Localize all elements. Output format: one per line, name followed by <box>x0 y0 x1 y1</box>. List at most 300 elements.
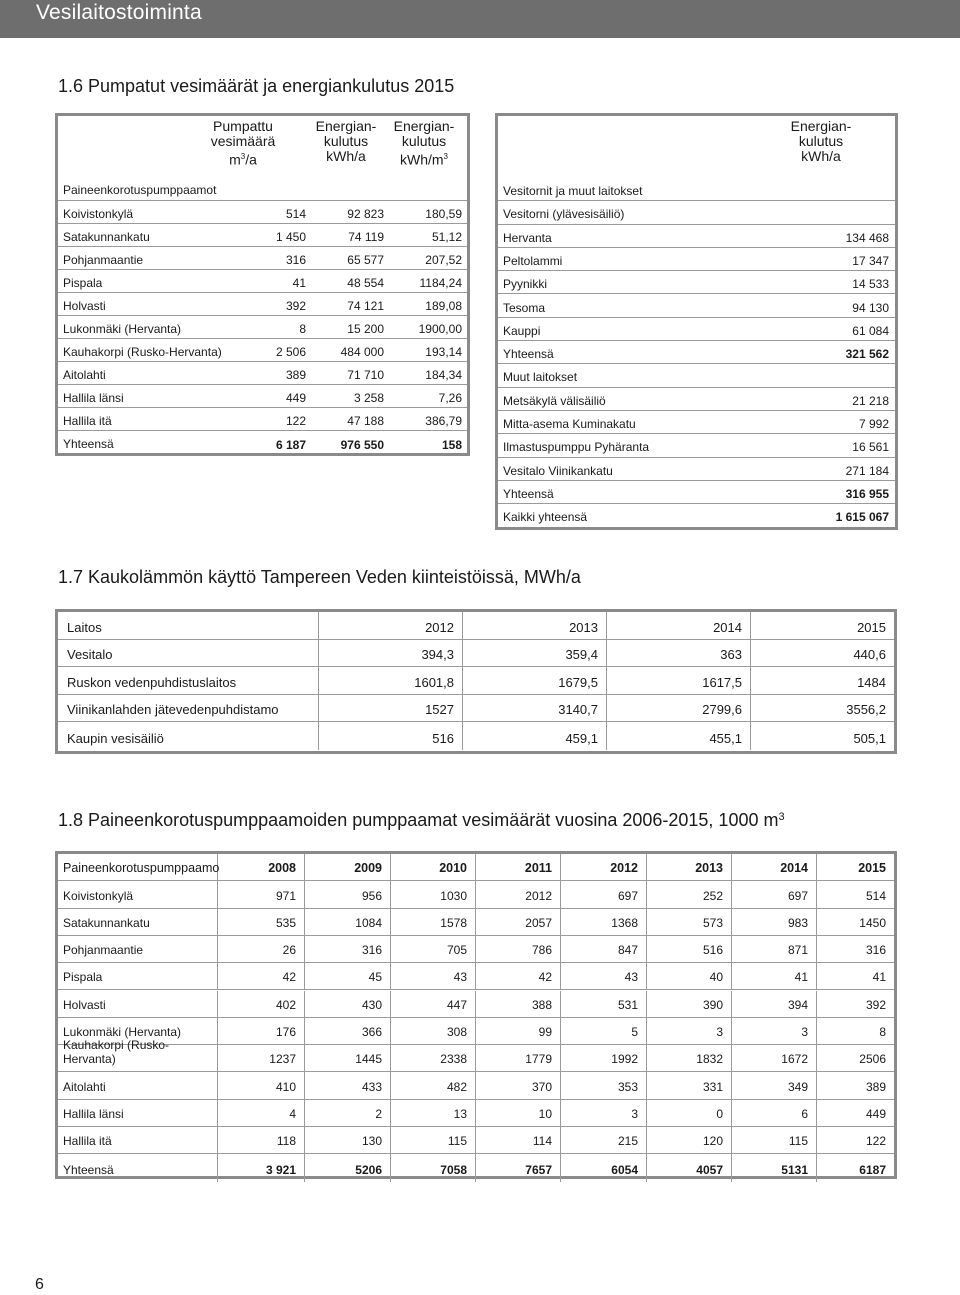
value-cell <box>476 963 561 989</box>
column-header-line: kulutus <box>401 133 447 149</box>
table-row-label: Ilmastuspumppu Pyhäranta <box>503 440 650 455</box>
cell-value: 394 <box>787 997 808 1012</box>
value-cell <box>319 722 463 750</box>
station-name: Hallila länsi <box>63 391 124 405</box>
cell-value: 449 <box>865 1106 886 1121</box>
cell-value: 7058 <box>440 1162 467 1177</box>
cell-value: 71 710 <box>347 368 384 382</box>
cell-value: 390 <box>702 997 723 1012</box>
column-header-line: kulutus <box>323 133 369 149</box>
section-1-6-title: 1.6 Pumpatut vesimäärät ja energiankulutus 2015 <box>58 76 455 96</box>
cell-value: 449 <box>285 391 306 405</box>
value-cell <box>305 963 391 989</box>
cell-value: 447 <box>446 997 467 1012</box>
value-cell <box>561 881 647 907</box>
grand-total-row <box>498 504 895 527</box>
station-name: Aitolahti <box>63 1079 106 1094</box>
value-cell <box>607 722 751 750</box>
cell-value: 1450 <box>859 915 886 930</box>
value-cell <box>218 991 305 1017</box>
header-title: Vesilaitostoiminta <box>36 1 202 24</box>
cell-value: 2010 <box>439 861 467 876</box>
cell-value: 392 <box>865 997 886 1012</box>
station-name: Pohjanmaantie <box>63 253 144 267</box>
value-cell <box>476 1127 561 1153</box>
cell-value: 10 <box>538 1106 552 1121</box>
value-cell <box>218 881 305 907</box>
cell-value: 1527 <box>425 702 454 718</box>
total-row <box>58 431 467 454</box>
total-value: 6 187 <box>275 438 306 452</box>
section-1-8-title <box>58 810 785 831</box>
cell-value: 130 <box>361 1134 382 1149</box>
station-name: Pohjanmaantie <box>63 943 144 958</box>
value-cell <box>751 722 894 750</box>
station-name: Pispala <box>63 970 103 985</box>
cell-value: 459,1 <box>565 730 598 746</box>
value-cell <box>305 1018 391 1044</box>
value-cell <box>391 1127 476 1153</box>
column-header-3 <box>379 119 469 168</box>
table-row-label: Kauppi <box>503 323 541 338</box>
value-cell <box>218 1045 305 1071</box>
cell-value: 13 <box>453 1106 467 1121</box>
cell-value: 316 <box>865 943 886 958</box>
column-header-line: kWh/$m^3$ <box>399 151 448 168</box>
cell-value: 2 <box>375 1106 382 1121</box>
value-cell <box>817 1018 894 1044</box>
table-row <box>498 271 895 294</box>
pumping-stations-yearly-table <box>55 851 897 1179</box>
station-name: Kauhakorpi (Rusko-Hervanta) <box>63 345 222 359</box>
cell-value: 189,08 <box>425 299 462 313</box>
cell-value: 215 <box>617 1134 638 1149</box>
value-cell <box>391 1154 476 1181</box>
cell-value: 43 <box>624 970 638 985</box>
value-cell <box>391 1045 476 1071</box>
table-row <box>58 640 894 668</box>
cell-value: 482 <box>446 1079 467 1094</box>
cell-value: 1601,8 <box>414 674 454 690</box>
page-number: 6 <box>35 1276 44 1293</box>
table-row-value: 14 533 <box>852 277 889 292</box>
cell-value: 3140,7 <box>558 702 598 718</box>
table-row-label: Peltolammi <box>503 253 563 268</box>
value-cell <box>817 1127 894 1153</box>
value-cell <box>732 1154 817 1181</box>
station-name: Hallila länsi <box>63 1106 124 1121</box>
cell-value: 359,4 <box>565 647 598 663</box>
table-row-label: Hervanta <box>503 230 552 245</box>
table-row <box>58 936 894 963</box>
cell-value: 252 <box>702 888 723 903</box>
table-row-value: 7 992 <box>858 417 889 431</box>
cell-value: 392 <box>285 299 306 313</box>
value-cell <box>732 854 817 880</box>
section-1-8-title-text: 1.8 Paineenkorotuspumppaamoiden pumppaamat vesimäärät vuosina 2006-2015, 1000 m <box>58 810 779 830</box>
cell-value: 1617,5 <box>702 674 742 690</box>
column-header-energy <box>776 119 866 164</box>
value-cell <box>647 936 732 962</box>
value-cell <box>463 640 607 667</box>
station-name: Lukonmäki (Hervanta) <box>63 1025 182 1040</box>
cell-value: 389 <box>865 1079 886 1094</box>
value-cell <box>463 667 607 694</box>
value-cell <box>732 881 817 907</box>
table-row-value: 94 130 <box>852 300 889 315</box>
station-name: Hallila itä <box>63 1134 112 1149</box>
cell-value: 2015 <box>858 861 886 876</box>
value-cell <box>476 909 561 935</box>
cell-value: 114 <box>532 1134 552 1149</box>
cell-value: 433 <box>361 1079 382 1094</box>
value-cell <box>391 854 476 880</box>
cell-value: 1672 <box>781 1052 808 1067</box>
cell-value: 207,52 <box>425 253 462 267</box>
value-cell <box>218 1154 305 1181</box>
cell-value: 2799,6 <box>702 702 742 718</box>
cell-value: 184,34 <box>425 368 462 382</box>
cell-value: 41 <box>794 970 808 985</box>
value-cell <box>305 909 391 935</box>
table-row-label: Metsäkylä välisäiliö <box>503 393 606 408</box>
value-cell <box>732 963 817 989</box>
cell-value: 349 <box>787 1079 808 1094</box>
cell-value: 353 <box>617 1079 638 1094</box>
value-cell <box>463 722 607 750</box>
pumped-volumes-table <box>55 113 470 456</box>
grand-total-label: Kaikki yhteensä <box>503 510 588 525</box>
value-cell <box>305 854 391 880</box>
column-header-line: vesimäärä <box>210 133 276 149</box>
table-row <box>58 201 467 224</box>
header-row <box>58 854 894 881</box>
cell-value: 455,1 <box>709 730 742 746</box>
cell-value: 3 <box>716 1025 723 1040</box>
cell-value: 514 <box>285 207 306 221</box>
value-cell <box>817 963 894 989</box>
cell-value: 42 <box>538 970 552 985</box>
table-row <box>498 318 895 341</box>
value-cell <box>218 1018 305 1044</box>
cell-value: 2 506 <box>275 345 306 359</box>
cell-value: 516 <box>702 943 723 958</box>
table-row-label: Mitta-asema Kuminakatu <box>503 417 636 431</box>
group-row <box>498 364 895 387</box>
cell-value: 8 <box>879 1025 886 1040</box>
value-cell <box>751 695 894 722</box>
cell-value: 65 577 <box>347 253 384 267</box>
cell-value: 92 823 <box>347 207 384 221</box>
cell-value: 6 <box>801 1106 808 1121</box>
cell-value: 3 <box>801 1025 808 1040</box>
station-name: Aitolahti <box>63 368 106 382</box>
cell-value: 308 <box>446 1025 467 1040</box>
cell-value: 26 <box>282 943 296 958</box>
cell-value: 971 <box>275 888 296 903</box>
value-cell <box>561 1154 647 1181</box>
cell-value: 956 <box>361 888 382 903</box>
station-name: Hallila itä <box>63 414 112 428</box>
cell-value: 115 <box>447 1134 467 1149</box>
cell-value: 42 <box>282 970 296 985</box>
table-row-value: 21 218 <box>852 393 889 408</box>
table-row <box>58 881 894 908</box>
station-name: Satakunnankatu <box>63 915 150 930</box>
subtotal-row-value: 321 562 <box>845 347 889 362</box>
cell-value: 1237 <box>269 1052 296 1067</box>
value-cell <box>607 640 751 667</box>
table-row-label: Vesitalo Viinikankatu <box>503 463 613 478</box>
subtotal-row <box>498 341 895 364</box>
cell-value: 1779 <box>525 1052 552 1067</box>
header-row <box>58 612 894 640</box>
value-cell <box>218 1100 305 1126</box>
value-cell <box>561 1045 647 1071</box>
table-row <box>498 411 895 434</box>
cell-value: 370 <box>531 1079 552 1094</box>
value-cell <box>391 991 476 1017</box>
value-cell <box>391 909 476 935</box>
value-cell <box>817 991 894 1017</box>
cell-value: 786 <box>531 943 552 958</box>
table-row <box>498 295 895 318</box>
superscript: 3 <box>240 152 246 161</box>
cell-value: 4057 <box>696 1162 723 1177</box>
subtotal-row-label: Yhteensä <box>503 486 554 501</box>
table-row-value: 17 347 <box>852 253 889 268</box>
value-cell <box>732 936 817 962</box>
value-cell <box>391 1100 476 1126</box>
value-cell <box>561 1072 647 1098</box>
station-name: Kauhakorpi (Rusko-Hervanta) <box>63 1038 170 1067</box>
value-cell <box>751 667 894 694</box>
value-cell <box>817 881 894 907</box>
cell-value: 1445 <box>355 1052 382 1067</box>
station-name: Holvasti <box>63 997 106 1012</box>
header-bar <box>0 0 960 38</box>
cell-value: 983 <box>787 915 808 930</box>
value-cell <box>817 936 894 962</box>
value-cell <box>732 1100 817 1126</box>
column-header-line: Energian- <box>315 118 377 134</box>
station-name: Lukonmäki (Hervanta) <box>63 322 182 336</box>
column-header-1 <box>198 119 288 168</box>
group-row-label: Vesitornit ja muut laitokset <box>503 184 643 198</box>
cell-value: 1679,5 <box>558 674 598 690</box>
facility-cell <box>58 612 319 639</box>
cell-value: 3 921 <box>265 1162 296 1177</box>
section-1-7-title: 1.7 Kaukolämmön käyttö Tampereen Veden kiinteistöissä, MWh/a <box>58 567 581 587</box>
station-cell <box>58 936 218 962</box>
column-header-line: kWh/a <box>326 148 366 164</box>
table-row <box>58 339 467 362</box>
value-cell <box>647 854 732 880</box>
station-name: Holvasti <box>63 299 106 313</box>
table-row <box>58 1100 894 1127</box>
cell-value: 15 200 <box>347 322 384 336</box>
facility-cell <box>58 722 319 750</box>
cell-value: 6187 <box>859 1162 886 1177</box>
value-cell <box>391 963 476 989</box>
station-cell <box>58 963 218 989</box>
station-name: Paineenkorotuspumppaamo <box>63 861 220 876</box>
group-row <box>58 178 467 201</box>
cell-value: 3 258 <box>353 391 384 405</box>
cell-value: 386,79 <box>425 414 462 428</box>
group-label: Paineenkorotuspumppaamot <box>63 183 217 197</box>
cell-value: 410 <box>275 1079 296 1094</box>
station-name: Yhteensä <box>63 1162 114 1177</box>
table-row <box>58 722 894 750</box>
value-cell <box>476 1154 561 1181</box>
station-cell <box>58 1038 218 1071</box>
table-row <box>58 1038 894 1072</box>
cell-value: 41 <box>872 970 886 985</box>
value-cell <box>305 881 391 907</box>
table-row <box>58 991 894 1018</box>
value-cell <box>476 881 561 907</box>
table-row <box>58 909 894 936</box>
value-cell <box>218 1072 305 1098</box>
cell-value: 1368 <box>611 915 638 930</box>
cell-value: 48 554 <box>347 276 384 290</box>
cell-value: 316 <box>361 943 382 958</box>
cell-value: 1992 <box>611 1052 638 1067</box>
table-row-label: Pyynikki <box>503 277 548 292</box>
table-row <box>58 1072 894 1099</box>
value-cell <box>463 695 607 722</box>
cell-value: 43 <box>453 970 467 985</box>
value-cell <box>751 612 894 639</box>
column-header-line: Energian- <box>393 118 455 134</box>
cell-value: 122 <box>285 414 306 428</box>
cell-value: 41 <box>292 276 306 290</box>
value-cell <box>476 1045 561 1071</box>
value-cell <box>647 1045 732 1071</box>
value-cell <box>463 612 607 639</box>
value-cell <box>305 1154 391 1181</box>
cell-value: 6054 <box>611 1162 638 1177</box>
cell-value: 180,59 <box>425 207 462 221</box>
column-header-2 <box>301 119 391 164</box>
table-row <box>498 458 895 481</box>
facility-cell <box>58 695 319 722</box>
table-row-value: 61 084 <box>852 323 889 338</box>
subtotal-row-label: Yhteensä <box>503 347 554 362</box>
value-cell <box>817 1072 894 1098</box>
station-cell <box>58 1127 218 1153</box>
column-header-line: $m^3/a$ <box>229 151 257 168</box>
total-label: Yhteensä <box>63 437 114 451</box>
cell-value: 366 <box>361 1025 382 1040</box>
cell-value: 2012 <box>610 861 638 876</box>
value-cell <box>561 991 647 1017</box>
cell-value: 8 <box>299 322 306 336</box>
cell-value: 1832 <box>696 1052 723 1067</box>
value-cell <box>751 640 894 667</box>
table-row <box>58 362 467 385</box>
value-cell <box>218 1127 305 1153</box>
table-row <box>58 316 467 339</box>
station-name: Koivistonkylä <box>63 888 134 903</box>
water-towers-energy-table <box>495 113 898 530</box>
value-cell <box>561 909 647 935</box>
table-row-label: Tesoma <box>503 300 546 315</box>
value-cell <box>607 667 751 694</box>
cell-value: 2013 <box>695 861 723 876</box>
cell-value: 705 <box>446 943 467 958</box>
cell-value: 7657 <box>525 1162 552 1177</box>
total-row <box>58 1154 894 1181</box>
station-name: Pispala <box>63 276 103 290</box>
district-heat-table <box>55 609 897 754</box>
table-row <box>58 293 467 316</box>
column-header-line: kWh/a <box>801 148 841 164</box>
value-cell <box>476 1072 561 1098</box>
cell-value: 4 <box>289 1106 296 1121</box>
cell-value: 316 <box>285 253 306 267</box>
cell-value: 697 <box>617 888 638 903</box>
cell-value: 402 <box>275 997 296 1012</box>
cell-value: 7,26 <box>438 391 462 405</box>
table-row <box>498 388 895 411</box>
cell-value: 2057 <box>525 915 552 930</box>
station-cell <box>58 1100 218 1126</box>
value-cell <box>218 854 305 880</box>
value-cell <box>647 881 732 907</box>
table-row <box>58 1127 894 1154</box>
value-cell <box>732 1018 817 1044</box>
value-cell <box>476 936 561 962</box>
value-cell <box>647 1127 732 1153</box>
value-cell <box>647 1018 732 1044</box>
value-cell <box>647 963 732 989</box>
value-cell <box>218 963 305 989</box>
cell-value: 1 450 <box>275 230 306 244</box>
value-cell <box>305 936 391 962</box>
table-row <box>498 434 895 457</box>
value-cell <box>647 909 732 935</box>
group-row-label: Muut laitokset <box>503 370 578 385</box>
cell-value: 3 <box>631 1106 638 1121</box>
value-cell <box>305 991 391 1017</box>
value-cell <box>732 909 817 935</box>
subtotal-row <box>498 481 895 504</box>
cell-value: 118 <box>276 1134 296 1149</box>
total-value: 976 550 <box>340 438 384 452</box>
cell-value: 40 <box>709 970 723 985</box>
cell-value: 2506 <box>859 1052 886 1067</box>
value-cell <box>305 1100 391 1126</box>
cell-value: 394,3 <box>421 647 454 663</box>
cell-value: 2015 <box>857 619 886 635</box>
value-cell <box>561 1100 647 1126</box>
cell-value: 2338 <box>440 1052 467 1067</box>
value-cell <box>647 991 732 1017</box>
cell-value: 1578 <box>440 915 467 930</box>
cell-value: 5131 <box>781 1162 808 1177</box>
cell-value: 440,6 <box>853 647 886 663</box>
cell-value: 1484 <box>857 674 886 690</box>
table-row-value: 134 468 <box>845 230 889 245</box>
cell-value: 74 119 <box>348 230 384 244</box>
cell-value: 2012 <box>525 888 552 903</box>
value-cell <box>391 1072 476 1098</box>
cell-value: 176 <box>275 1025 296 1040</box>
cell-value: 2009 <box>354 861 382 876</box>
table-row <box>58 408 467 431</box>
